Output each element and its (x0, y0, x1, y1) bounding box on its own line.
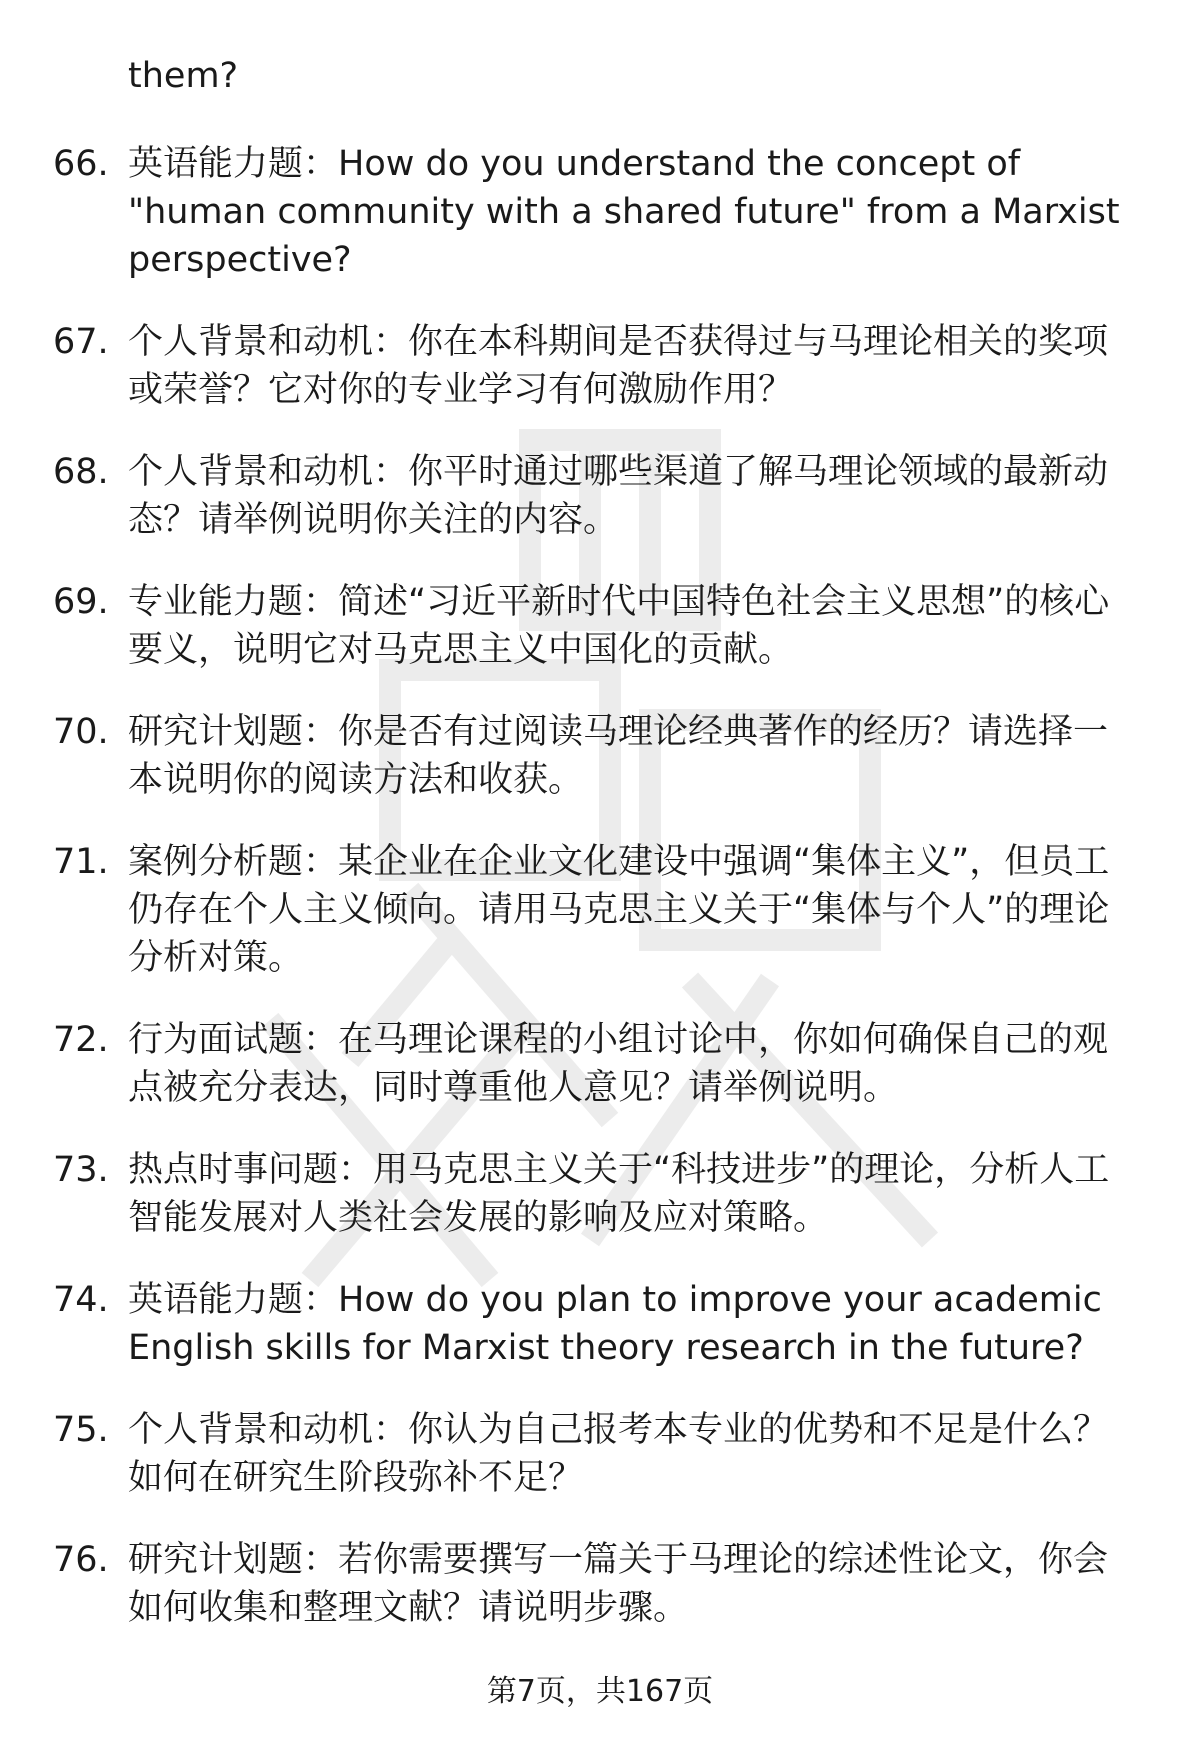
question-text: 行为面试题：在马理论课程的小组讨论中，你如何确保自己的观点被充分表达，同时尊重他人意见？请举例说明。 (128, 1020, 1109, 1108)
question-number: 68. (53, 452, 109, 492)
question-item (0, 140, 1200, 284)
question-item (0, 318, 1200, 414)
question-text: 英语能力题：How do you plan to improve your academic English skills for Marxist theory research in the future? (128, 1280, 1102, 1368)
question-number: 75. (53, 1410, 109, 1450)
question-item (0, 448, 1200, 544)
question-text: 个人背景和动机：你认为自己报考本专业的优势和不足是什么？如何在研究生阶段弥补不足？ (128, 1410, 1109, 1498)
question-text: 研究计划题：若你需要撰写一篇关于马理论的综述性论文，你会如何收集和整理文献？请说明步骤。 (128, 1540, 1109, 1628)
question-text: 英语能力题：How do you understand the concept of "human community with a shared future" from a Marxist perspective? (128, 144, 1120, 280)
question-number: 71. (53, 842, 109, 882)
question-item (0, 1406, 1200, 1502)
question-item (0, 1146, 1200, 1242)
question-number: 66. (53, 144, 109, 184)
question-number: 76. (53, 1540, 109, 1580)
question-number: 72. (53, 1020, 109, 1060)
question-number: 67. (53, 322, 109, 362)
question-item (0, 708, 1200, 804)
question-number: 69. (53, 582, 109, 622)
question-text: 个人背景和动机：你在本科期间是否获得过与马理论相关的奖项或荣誉？它对你的专业学习有何激励作用？ (128, 322, 1109, 410)
continuation-text: them? (128, 56, 239, 96)
question-text: 专业能力题：简述“习近平新时代中国特色社会主义思想”的核心要义，说明它对马克思主义中国化的贡献。 (128, 582, 1110, 670)
page-number: 第7页，共167页 (486, 1674, 714, 1709)
question-item (0, 838, 1200, 982)
question-item (0, 1276, 1200, 1372)
question-number: 74. (53, 1280, 109, 1320)
question-list (0, 140, 1200, 1666)
question-text: 热点时事问题：用马克思主义关于“科技进步”的理论，分析人工智能发展对人类社会发展的影响及应对策略。 (128, 1150, 1110, 1238)
question-item (0, 578, 1200, 674)
question-text: 个人背景和动机：你平时通过哪些渠道了解马理论领域的最新动态？请举例说明你关注的内容。 (128, 452, 1109, 540)
question-text: 案例分析题：某企业在企业文化建设中强调“集体主义”，但员工仍存在个人主义倾向。请用马克思主义关于“集体与个人”的理论分析对策。 (128, 842, 1110, 978)
question-number: 70. (53, 712, 109, 752)
question-text: 研究计划题：你是否有过阅读马理论经典著作的经历？请选择一本说明你的阅读方法和收获。 (128, 712, 1109, 800)
question-number: 73. (53, 1150, 109, 1190)
question-item (0, 1536, 1200, 1632)
question-item (0, 1016, 1200, 1112)
